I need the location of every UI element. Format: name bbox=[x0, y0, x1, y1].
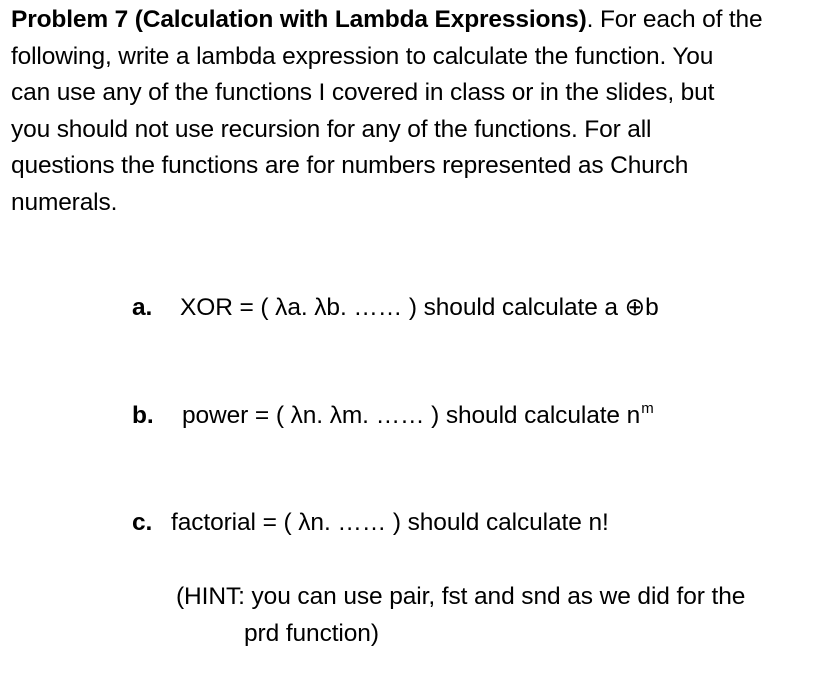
question-b bbox=[132, 400, 654, 435]
question-a-expression: XOR = ( λa. λb. …… ) should calculate a ⊕b bbox=[180, 294, 659, 321]
question-c-marker: c. bbox=[132, 509, 153, 536]
problem-text-line-3: can use any of the functions I covered in class or in the slides, but bbox=[11, 79, 715, 106]
question-c bbox=[132, 507, 609, 539]
problem-title-period: . bbox=[586, 6, 594, 33]
question-b-marker: b. bbox=[132, 402, 154, 429]
question-b-exponent: m bbox=[641, 400, 654, 417]
hint-note bbox=[176, 578, 745, 652]
problem-text-line-4: you should not use recursion for any of the functions. For all bbox=[11, 115, 652, 143]
question-a bbox=[132, 292, 659, 324]
problem-title: Problem 7 (Calculation with Lambda Expressions) bbox=[11, 6, 587, 33]
question-a-marker: a. bbox=[132, 294, 153, 321]
problem-text-line-6: numerals. bbox=[11, 188, 118, 216]
question-c-expression: factorial = ( λn. …… ) should calculate n! bbox=[171, 509, 609, 536]
problem-statement bbox=[11, 2, 831, 221]
problem-text-line-2: following, write a lambda expression to calculate the function. You bbox=[11, 42, 714, 70]
question-b-expression: power = ( λn. λm. …… ) should calculate n bbox=[182, 402, 641, 429]
problem-text-line-5: questions the functions are for numbers represented as Church bbox=[11, 152, 689, 179]
hint-line-1: (HINT: you can use pair, fst and snd as we did for the bbox=[176, 583, 746, 610]
problem-text-line-1: For each of the bbox=[593, 6, 763, 33]
hint-line-2: prd function) bbox=[244, 620, 379, 647]
